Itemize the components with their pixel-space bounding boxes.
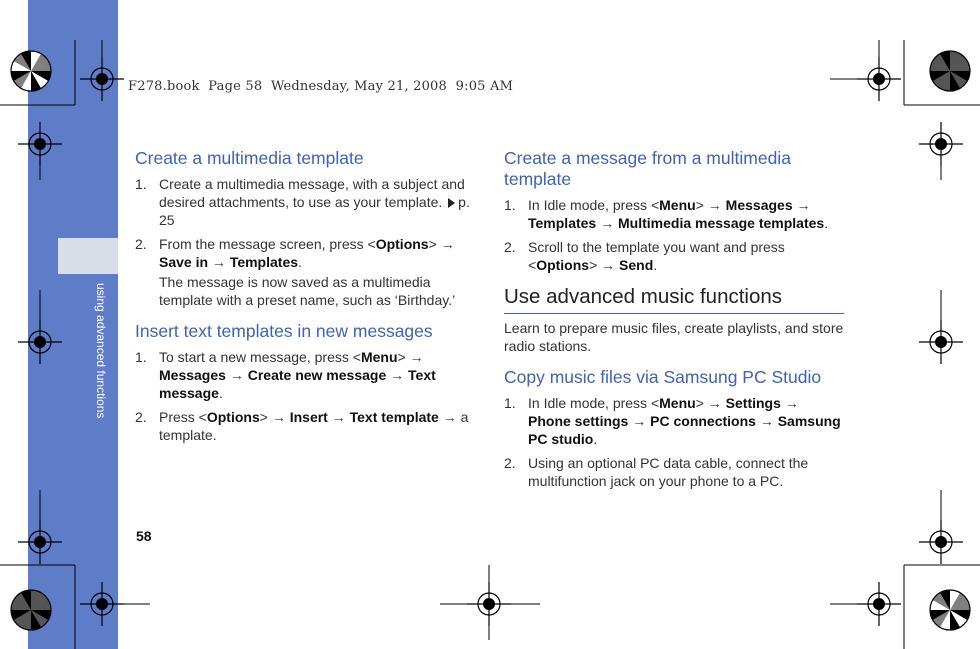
arrow-text: → xyxy=(755,413,778,429)
section-heading: Create a multimedia template xyxy=(135,148,364,168)
arrow-text: > → xyxy=(428,236,455,252)
step-text: Using an optional PC data cable, connect the multifunction jack on your phone to a PC. xyxy=(528,455,809,489)
left-column xyxy=(135,148,475,452)
section-intro: Learn to prepare music files, create playlists, and store radio stations. xyxy=(504,320,844,354)
step-text: In Idle mode, press < xyxy=(528,395,660,411)
arrow-text: > → xyxy=(695,395,726,411)
step-text: Create a multimedia message, with a subject and desired attachments, to use as your template. xyxy=(159,176,465,210)
softkey-label: Menu xyxy=(360,349,398,365)
chapter-label: using advanced functions xyxy=(94,283,108,419)
arrow-text: → xyxy=(596,215,618,231)
softkey-label: Menu xyxy=(659,395,696,411)
list-item xyxy=(504,238,844,274)
menu-path-item: Insert xyxy=(289,409,328,425)
step-number: 1. xyxy=(504,197,516,213)
step-list xyxy=(135,348,475,444)
step-note: The message is now saved as a multimedia template with a preset name, such as ‘Birthday.’ xyxy=(159,274,456,308)
arrow-text: → xyxy=(225,367,248,383)
list-item xyxy=(135,235,475,309)
radial-registration-mark-icon xyxy=(9,588,53,632)
softkey-label: Options xyxy=(375,236,429,252)
arrow-text: → xyxy=(780,395,799,411)
radial-registration-mark-icon xyxy=(928,49,972,93)
page-reference-arrow-icon xyxy=(448,198,455,208)
step-number: 2. xyxy=(135,236,147,252)
chapter-section-title: Use advanced music functions xyxy=(504,284,844,314)
radial-registration-mark-icon xyxy=(9,49,53,93)
menu-path-item: Create new message xyxy=(247,367,387,383)
section-insert-text-templates xyxy=(135,321,475,444)
menu-path-item: Settings xyxy=(725,395,781,411)
step-list xyxy=(135,175,475,309)
section-heading: Insert text templates in new messages xyxy=(135,321,433,341)
menu-path-item: Templates xyxy=(528,215,597,231)
punctuation: . xyxy=(298,254,302,270)
menu-path-item: Text message xyxy=(159,367,436,401)
section-heading: Copy music files via Samsung PC Studio xyxy=(504,367,822,387)
softkey-label: Menu xyxy=(659,197,696,213)
menu-path-item: Text template xyxy=(349,409,439,425)
list-item xyxy=(135,175,475,229)
menu-path-item: Messages xyxy=(159,367,226,383)
menu-path-item: Save in xyxy=(159,254,209,270)
menu-path-item: Send xyxy=(619,257,654,273)
step-number: 2. xyxy=(135,409,147,425)
menu-path-item: PC connections xyxy=(650,413,756,429)
step-number: 2. xyxy=(504,239,516,255)
menu-path-item: Messages xyxy=(725,197,793,213)
punctuation: . xyxy=(824,215,829,231)
step-text: Press < xyxy=(159,409,207,425)
print-header-stamp: F278.book Page 58 Wednesday, May 21, 2008 9:05 AM xyxy=(128,79,514,94)
menu-path-item: Templates xyxy=(229,254,299,270)
arrow-text: > → xyxy=(589,257,620,273)
section-create-from-template xyxy=(504,148,844,274)
softkey-label: Options xyxy=(206,409,260,425)
arrow-text: → xyxy=(327,409,350,425)
step-number: 1. xyxy=(135,176,147,192)
list-item xyxy=(504,196,844,232)
arrow-text: > → xyxy=(259,409,290,425)
step-text: To start a new message, press < xyxy=(159,349,361,365)
step-list xyxy=(504,394,844,490)
page-number: 58 xyxy=(136,528,152,544)
menu-path-item: Multimedia message templates xyxy=(618,215,825,231)
step-text: In Idle mode, press < xyxy=(528,197,660,213)
arrow-text: > → xyxy=(397,349,424,365)
list-item xyxy=(135,348,475,402)
arrow-text: → xyxy=(386,367,409,383)
punctuation: . xyxy=(218,385,223,401)
list-item xyxy=(135,408,475,444)
list-item xyxy=(504,454,844,490)
arrow-text: > → xyxy=(695,197,726,213)
radial-registration-mark-icon xyxy=(928,588,972,632)
step-number: 1. xyxy=(135,349,147,365)
step-number: 1. xyxy=(504,395,516,411)
section-heading: Create a message from a multimedia template xyxy=(504,148,791,189)
step-text: Scroll to the template you want and press < xyxy=(528,239,785,273)
arrow-text: → xyxy=(208,254,230,270)
page-reference: p. 25 xyxy=(159,194,470,228)
step-text: From the message screen, press < xyxy=(159,236,376,252)
step-number: 2. xyxy=(504,455,516,471)
arrow-text: → xyxy=(628,413,651,429)
menu-path-item: Phone settings xyxy=(528,413,629,429)
step-list xyxy=(504,196,844,274)
punctuation: . xyxy=(653,257,658,273)
list-item xyxy=(504,394,844,448)
arrow-text: → xyxy=(792,197,811,213)
right-column xyxy=(504,148,844,498)
section-create-multimedia-template xyxy=(135,148,475,309)
softkey-label: Options xyxy=(536,257,590,273)
section-copy-music-files xyxy=(504,367,844,490)
menu-path-item: Samsung PC studio xyxy=(528,413,841,447)
step-text: → a template. xyxy=(159,409,469,443)
punctuation: . xyxy=(593,431,598,447)
